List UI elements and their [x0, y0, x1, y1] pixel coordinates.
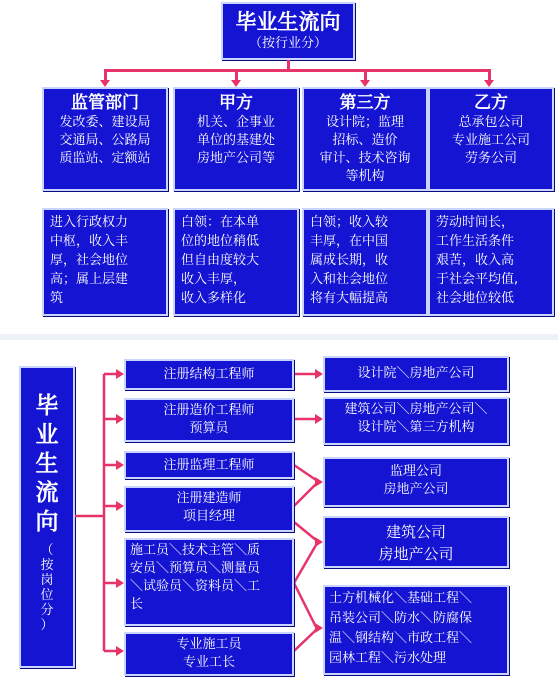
category-line: 招标、造价	[332, 133, 398, 148]
category-line: 总承包公司	[458, 115, 524, 130]
category-line: 机关、企事业	[196, 115, 275, 130]
category-head: 乙方	[474, 93, 508, 113]
arrowhead-3	[360, 80, 370, 87]
title-char: 向	[35, 509, 59, 535]
position-flow-title-box	[19, 366, 75, 668]
destination-construction-design	[323, 397, 509, 445]
description-line: 白领：在本单	[181, 215, 260, 230]
description-line: 将有大幅提高	[310, 291, 389, 306]
destination-line: 建筑公司	[385, 523, 446, 541]
subtitle-char: （	[40, 543, 54, 558]
description-line: 白领；收入较	[310, 215, 389, 230]
title-char: 流	[35, 480, 59, 506]
destination-line: 园林工程＼污水处理	[329, 651, 447, 666]
arrowhead-4	[484, 80, 494, 87]
destination-construction-realestate	[323, 516, 509, 568]
position-line: 注册建造师	[176, 491, 242, 506]
description-line: 进入行政权力	[50, 215, 129, 230]
description-line: 艰苦，收入高	[436, 253, 515, 268]
description-regulator	[42, 208, 168, 316]
description-line: 收入多样化	[181, 291, 247, 306]
position-line: 注册造价工程师	[163, 403, 255, 418]
category-head: 监管部门	[71, 93, 139, 113]
category-party-a	[173, 87, 299, 191]
description-line: 中枢，收入丰	[50, 234, 129, 249]
industry-flow-title: 毕业生流向	[235, 10, 341, 34]
destination-line: 土方机械化＼基础工程＼	[329, 591, 473, 606]
position-cost-engineer	[124, 398, 294, 442]
title-char: 生	[35, 451, 59, 477]
description-party-a	[173, 208, 299, 316]
description-line: 工作生活条件	[436, 234, 515, 249]
category-line: 房地产公司等	[196, 151, 275, 166]
destination-line: 监理公司	[389, 464, 442, 479]
destination-supervision-realestate	[323, 457, 509, 507]
section-divider	[0, 334, 558, 340]
description-line: 位的地位稍低	[181, 234, 260, 249]
position-line: 长	[130, 597, 144, 612]
position-specialist-foreman	[124, 632, 294, 676]
description-third-party	[302, 208, 428, 316]
position-constructor	[124, 486, 294, 532]
category-line: 等机构	[345, 169, 385, 184]
position-flow-subtitle	[21, 543, 73, 633]
category-head: 第三方	[339, 93, 391, 113]
description-line: 筑	[50, 291, 64, 306]
position-line: 注册监理工程师	[163, 458, 255, 473]
category-party-b	[428, 87, 554, 191]
subtitle-char: ）	[40, 618, 54, 633]
description-line: 厚，社会地位	[50, 253, 129, 268]
position-site-staff	[124, 538, 294, 626]
connector-horizontal-bus	[104, 69, 490, 72]
destination-line: 建筑公司＼房地产公司＼	[344, 402, 488, 417]
title-char: 毕	[35, 393, 59, 419]
description-line: 劳动时间长，	[436, 215, 515, 230]
industry-flow-subtitle: （按行业分）	[248, 36, 327, 51]
description-line: 社会地位较低	[436, 291, 515, 306]
position-line: 项目经理	[182, 509, 235, 524]
position-supervision-engineer	[124, 451, 294, 479]
category-line: 发改委、建设局	[59, 115, 151, 130]
position-structural-engineer	[124, 359, 294, 390]
position-line: 安员＼预算员＼测量员	[130, 561, 261, 576]
position-line: 专业施工员	[176, 637, 242, 652]
category-regulator	[42, 87, 168, 191]
subtitle-char: 分	[40, 603, 54, 618]
destination-line: 设计院＼房地产公司	[357, 366, 475, 381]
position-line: 专业工长	[182, 655, 235, 670]
destination-line: 吊装公司＼防水＼防腐保	[329, 611, 473, 626]
destination-line: 设计院＼第三方机构	[357, 420, 475, 435]
position-line: 注册结构工程师	[163, 367, 255, 382]
category-line: 审计、技术咨询	[319, 151, 411, 166]
industry-flow-title-box	[221, 2, 355, 60]
description-line: 丰厚，在中国	[310, 234, 389, 249]
subtitle-char: 岗	[40, 573, 54, 588]
category-line: 单位的基建处	[196, 133, 275, 148]
title-char: 业	[35, 422, 59, 448]
destination-design-realestate	[323, 356, 509, 392]
description-party-b	[428, 208, 554, 316]
position-line: ＼试验员＼资料员＼工	[130, 579, 261, 594]
destination-specialist-companies	[323, 585, 509, 675]
destination-line: 房地产公司	[378, 545, 454, 563]
arrowhead-1	[100, 80, 110, 87]
description-line: 于社会平均值,	[436, 272, 519, 287]
position-flow-title	[21, 392, 73, 537]
description-line: 但自由度较大	[181, 253, 260, 268]
description-line: 高；属上层建	[50, 272, 129, 287]
position-line: 预算员	[189, 421, 229, 436]
destination-line: 房地产公司	[383, 482, 449, 497]
position-line: 施工员＼技术主管＼质	[130, 543, 261, 558]
category-head: 甲方	[219, 93, 253, 113]
description-line: 入和社会地位	[310, 272, 389, 287]
category-line: 交通局、公路局	[59, 133, 151, 148]
subtitle-char: 按	[40, 558, 54, 573]
category-line: 质监站、定额站	[59, 151, 151, 166]
subtitle-char: 位	[40, 588, 54, 603]
category-line: 劳务公司	[464, 151, 517, 166]
description-line: 属成长期，收	[310, 253, 389, 268]
category-line: 专业施工公司	[451, 133, 530, 148]
arrowhead-2	[231, 80, 241, 87]
category-third-party	[302, 87, 428, 191]
destination-line: 温＼钢结构＼市政工程＼	[329, 631, 473, 646]
category-line: 设计院；监理	[325, 115, 404, 130]
description-line: 收入丰厚，	[181, 272, 247, 287]
